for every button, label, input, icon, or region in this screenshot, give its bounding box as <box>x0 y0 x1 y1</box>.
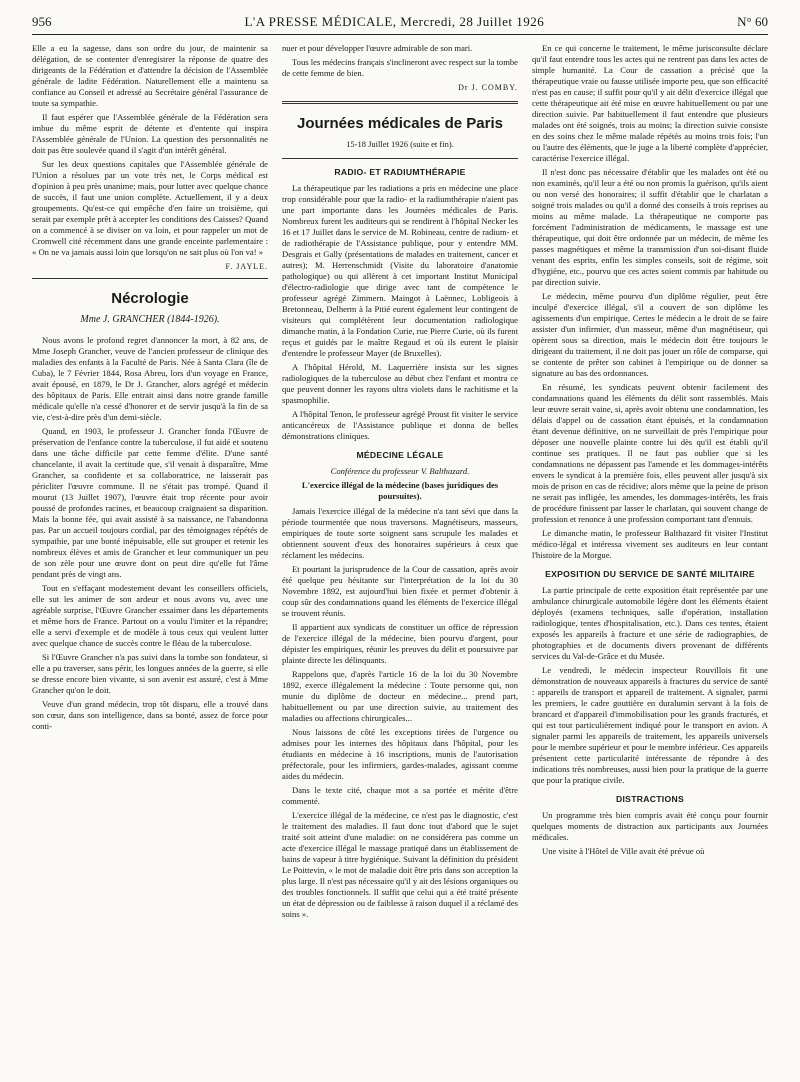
subsection-title-legal: MÉDECINE LÉGALE <box>356 450 444 461</box>
paragraph: Le médecin, même pourvu d'un diplôme régulier, peut être inculpé d'exercice illégal, s'il a couvert de son diplôme les agissements d'un empirique. Certes le médecin a le droit de se faire assister d'un infirmier, d'un masseur, même d'un magnétiseur, qui opèrent sous sa direction, mais le médecin doit être toujours le dirigeant du traitement, il ne doit pas jouer un rôle de comparse, qui se contente de prêter son cabinet à l'empirique ou de donner sa signature au bas des ordonnances. <box>532 291 768 378</box>
paragraph: Un programme très bien compris avait été conçu pour fournir quelques moments de distraction aux participants aux Journées médicales. <box>532 810 768 842</box>
column-2 <box>282 43 518 1073</box>
paragraph: Une visite à l'Hôtel de Ville avait été prévue où <box>542 846 705 856</box>
paragraph: Dans le texte cité, chaque mot a sa portée et mérite d'être commenté. <box>282 785 518 807</box>
paragraph: Jamais l'exercice illégal de la médecine n'a tant sévi que dans la période tourmentée que nous traversons. Magnétiseurs, masseurs, empiriques de toute sorte soignent sans scrupule les malades et obtiennent souvent d'eux des honoraires supérieurs à ceux que réclament les médecins. <box>282 506 518 561</box>
paragraph: Et pourtant la jurisprudence de la Cour de cassation, après avoir été quelque peu hésitante sur l'interprétation de la loi du 30 Novembre 1892, est aujourd'hui bien fixée et permet d'obtenir à coup sûr des condamnations quand les éléments de l'exercice illégal se trouvent réunis. <box>282 564 518 619</box>
paragraph: Nous laissons de côté les exceptions tirées de l'urgence ou admises pour les internes des hôpitaux dans l'hôpital, pour les étudiants en médecine à 16 inscriptions, munis de l'autorisation préfectorale, pour les infirmiers, gardes-malades, agissant comme aides du médecin. <box>282 727 518 782</box>
subsection-title-distractions: DISTRACTIONS <box>615 794 685 804</box>
columns <box>32 43 768 1073</box>
paragraph: Elle a eu la sagesse, dans son ordre du jour, de maintenir sa délégation, de se contenter d'enregistrer la réponse de quatre des dirigeants de la Fédération et d'attendre la décision de l'Assemblée générale de ladite Fédération. Naturellement elle a maintenu sa confiance au Conseil et adressé au Secrétaire général l'assurance de toute sa sympathie. <box>32 43 268 108</box>
paragraph: La thérapeutique par les radiations a pris en médecine une place trop considérable pour que la radio- et la radiumthérapie n'aient pas une part importante dans les Journées médicales de Paris. Nombreux furent les auditeurs qui se rendirent à l'hôpital Necker les 16 et 17 Juillet dans le service de M. Robineau, centre de radium- et de radiothérapie de l'Assistance publique, pour y entendre MM. Desgrais et Gally (présentations de malades en traitement, cancer et autres); M. Herrenschmidt (Visite du laboratoire d'anatomie pathologique) ou qui allèrent à cet important Institut Municipal d'électro-radiologie que dirige avec tant de compétence le professeur agrégé Zimmern. Maingot à Laënnec, Lobligeois à Bretonneau, Delherm à la Pitié eurent également leur contingent de visiteurs qui complétèrent leur documentation radiologique dimanche matin, à la Fondation Curie, rue Pierre Curie, où ils furent reçus et guidés par le maître Regaud et où ils eurent le plaisir d'entendre le professeur Mayer (de Bruxelles). <box>282 183 518 359</box>
signature: F. JAYLE. <box>225 262 268 271</box>
paragraph: Le dimanche matin, le professeur Balthazard fit visiter l'Institut médico-légal et intéressa vivement ses auditeurs en leur contant l'histoire de la Morgue. <box>532 528 768 560</box>
section-title-journees: Journées médicales de Paris <box>297 115 503 133</box>
divider <box>282 101 518 104</box>
paragraph: Veuve d'un grand médecin, trop tôt disparu, elle a trouvé dans son cœur, dans son intelligence, dans sa bonté, assez de force pour conti- <box>32 699 268 732</box>
section-title-necrologie: Nécrologie <box>111 290 189 308</box>
column-1 <box>32 43 268 1073</box>
divider <box>282 158 518 159</box>
paragraph: Quand, en 1903, le professeur J. Grancher fonda l'Œuvre de préservation de l'enfance contre la tuberculose, il fut aidé et soutenu dans une tâche difficile par cette femme d'élite. D'une santé chancelante, il avait la certitude que, s'il venait à disparaître, Mme Grancher, sa confidente et sa collaboratrice, ne laisserait pas péricliter l'œuvre commune. Il ne s'était pas trompé. Quand il mourut (13 Juillet 1907), l'œuvre était trop récente pour avoir poussé de profondes racines, et beaucoup craignaient sa disparition. Mais la bonne fée, qui avait assisté à sa naissance, ne l'abandonna pas. Par un accueil toujours cordial, par des témoignages répétés de sympathie, par une bonté inépuisable, elle sut grouper et retenir les nombreux élèves et amis de Grancher et leur communiquer un peu de son zèle pour une œuvre dont on peut dire qu'elle fut l'âme pendant près de vingt ans. <box>32 426 268 580</box>
conference-title: Conférence du professeur V. Balthazard. <box>330 466 470 477</box>
section-dates: 15-18 Juillet 1926 (suite et fin). <box>346 139 454 150</box>
subsection-title-radio: RADIO- ET RADIUMTHÉRAPIE <box>334 167 466 178</box>
paragraph: Sur les deux questions capitales que l'Assemblée générale de l'Union a résolues par un vote très net, le Corps médical est d'opinion à peu près unanime; mais, pour lutter avec quelque chance de succès, il faut une union complète. Actuellement, il y a deux groupements. Qu'est-ce qui empêche d'en faire un troisième, qui serait par exemple prêt à accepter les conditions des Caisses? Quand on a commencé à se diviser on va loin, et pour rappeler un mot de Cromwell cité récemment dans une grande enceinte parlementaire : « On ne va jamais aussi loin que lorsqu'on ne sait plus où l'on va! » <box>32 159 268 257</box>
obituary-name: Mme J. GRANCHER (1844-1926). <box>80 314 220 326</box>
journal-title: L'A PRESSE MÉDICALE, Mercredi, 28 Juillet 1926 <box>244 14 545 29</box>
paragraph: L'exercice illégal de la médecine, ce n'est pas le diagnostic, c'est le traitement des maladies. Il faut donc tout d'abord que le sujet traité soit atteint d'une maladie: on ne considérera pas comme un acte d'exercice illégal le massage pratiqué dans un établissement de bains de vapeur à titre hygiénique. Suivant la définition du président Le Poittevin, « le mot de maladie doit être pris dans son acception la plus large. Il n'est pas nécessaire qu'il y ait des lésions organiques ou des troubles fonctionnels. Il suffit que celui qui a été traité présente un état de dépression ou de faiblesse à raison duquel il a réclamé des soins ». <box>282 810 518 920</box>
paragraph: Si l'Œuvre Grancher n'a pas suivi dans la tombe son fondateur, si elle a pu traverser, sans périr, les longues années de la guerre, si elle se dresse encore bien vivante, si son avenir est assuré, c'est à Mme Grancher qu'on le doit. <box>32 652 268 696</box>
paragraph: Il n'est donc pas nécessaire d'établir que les malades ont été ou non examinés, qu'il leur a été ou non promis la guérison, qu'ils aient ou non versé des honoraires; il suffit d'établir que le charlatan a soigné trois malades ou qu'il a donné des conseils à trois reprises au moins au même malade. La thérapeutique ne comporte pas forcément l'administration de médicaments, le massage est une thérapeutique, qui doit être ordonnée par un médecin, de même les passes magnétiques et même la transmission d'un soi-disant fluide venant des esprits, enfin les simples conseils, soit de régime, soit d'hygiène, etc., pourvu que ces actes soient commis par habitude ou par direction suivie. <box>532 167 768 287</box>
paragraph: Rappelons que, d'après l'article 16 de la loi du 30 Novembre 1892, exerce illégalement la médecine : Toute personne qui, non munie du diplôme de docteur en médecine... prend part, habituellement ou par une direction suivie, au traitement des maladies ou affections chirurgicales... <box>282 669 518 724</box>
column-3 <box>532 43 768 1073</box>
paragraph: Il faut espérer que l'Assemblée générale de la Fédération sera imbue du même esprit de détente et d'entente qui inspira l'Assemblée générale de l'Union. La question des personnalités ne doit pas être soulevée quand il s'agit d'un intérêt général. <box>32 112 268 155</box>
paragraph: Nous avons le profond regret d'annoncer la mort, à 82 ans, de Mme Joseph Grancher, veuve de l'ancien professeur de clinique des maladies des enfants à la Faculté de Paris. Née à Santa Clara (île de Cuba), le 7 Février 1844, Rosa Abreu, lors d'un voyage en France, avait épousé, en 1879, le Dr J. Grancher, alors agrégé et médecin des hôpitaux de Paris. Elle entrait ainsi dans notre grande famille médicale qu'elle n'a cessé d'honorer et de servir jusqu'à la fin de sa vie, c'est-à-dire près d'un demi-siècle. <box>32 335 268 423</box>
paragraph: A l'hôpital Tenon, le professeur agrégé Proust fit visiter le service anticancéreux de l'Assistance publique et donna de belles démonstrations cliniques. <box>282 409 518 442</box>
paragraph: Il appartient aux syndicats de constituer un office de répression de l'exercice illégal de la médecine, bien pourvu d'argent, pour dépister les empiriques, réunir les preuves du délit et poursuivre par plainte directe les délinquants. <box>282 622 518 666</box>
paragraph: Tout en s'effaçant modestement devant les conseillers officiels, elle sut les animer de son ardeur et nous avons vu, avec une agréable surprise, l'Œuvre Grancher essaimer dans les départements et même hors de France. Partout on a voulu l'imiter et la répandre; elle a servi d'exemple et de modèle à tous ceux qui veulent lutter avec quelque chance de succès contre le fléau de la tuberculose. <box>32 583 268 649</box>
paragraph: En ce qui concerne le traitement, le même jurisconsulte déclare qu'il faut entendre tous les actes qui ne rentrent pas dans les actes de simple humanité. La Cour de cassation a précisé que la thérapeutique vraie ou fausse utilisée importe peu, que son efficacité n'est pas en cause; il suffit pour qu'il y ait délit d'exercice illégal que cette thérapeutique ait été mise en œuvre habituellement ou par une direction suivie. Par habituellement il faut entendre que plusieurs malades ont été soignés, trois au moins; la direction suivie consiste en des soins chez le même malade répétés au moins trois fois; l'un ou l'autre des éléments, que le juge a la liberté complète d'apprécier, caractérise l'exercice illégal. <box>532 43 768 163</box>
signature: Dr J. COMBY. <box>458 83 518 92</box>
paragraph: Le vendredi, le médecin inspecteur Rouvillois fit une démonstration de nouveaux appareils à fractures du service de santé : appareils de transport et appareil de traitement. A signaler, parmi les premiers, le cadre gouttière en duralumin servant à la fois de brancard et d'appareil d'immobilisation pour les grands fracturés, et qui est tout particulièrement indiqué pour le transport en avion. A signaler parmi les appareils de traitement, les appareils universels pour le membre supérieur et pour le membre inférieur. Ces appareils présentent cette particularité intéressante de répondre à des indications très nombreuses, aussi bien pour la pratique de la guerre que pour la pratique civile. <box>532 665 768 785</box>
paragraph: Tous les médecins français s'inclineront avec respect sur la tombe de cette femme de bien. <box>282 57 518 78</box>
paragraph: A l'hôpital Hérold, M. Laquerrière insista sur les signes radiologiques de la tuberculose au début chez l'enfant et montra ce que peuvent donner les rayons ultra violets dans le rachitisme et la spasmophilie. <box>282 362 518 406</box>
paragraph: La partie principale de cette exposition était représentée par une ambulance chirurgicale automobile légère dont les éléments étaient déployés (examens techniques, salle d'opération, installation radiologique, tentes d'hospitalisation, etc.). Dans ces tentes, étaient exposés les appareils à fracture et une série de radiographies, de photographies et de documents divers provenant de différents services du Val-de-Grâce et du Musée. <box>532 585 768 661</box>
subsection-title-expo: EXPOSITION DU SERVICE DE SANTÉ MILITAIRE <box>545 569 755 579</box>
paragraph: En résumé, les syndicats peuvent obtenir facilement des condamnations quand les éléments du délit sont rassemblés. Mais leur œuvre serait vaine, si, après avoir obtenu une condamnation, les délais d'appel ou de cassation étant épuisés, et la condamnation étant devenue définitive, on ne surveillait de près l'empirique pour déposer une nouvelle plainte contre lui dès qu'il est établi qu'il continue ses pratiques. Il ne faut pas oublier que si les condamnations ne dépassent pas l'amende et les dommages-intérêts envers le syndicat à la première fois, elles peuvent aller jusqu'à six mois de prison en cas de récidive; alors même que la peine de prison ne serait pas infligée, les amendes, les dommages-intérêts, les frais de procédure finissent par lasser le charlatan, qui souvent change de profession et renonce à une profession comportant tant d'ennuis. <box>532 382 768 524</box>
legal-subtitle: L'exercice illégal de la médecine (bases juridiques des poursuites). <box>301 480 499 502</box>
issue-number: N° 60 <box>737 14 768 29</box>
page-number: 956 <box>32 14 52 29</box>
page-header <box>32 14 768 35</box>
paragraph: nuer et pour développer l'œuvre admirable de son mari. <box>282 43 473 53</box>
divider <box>32 278 268 279</box>
